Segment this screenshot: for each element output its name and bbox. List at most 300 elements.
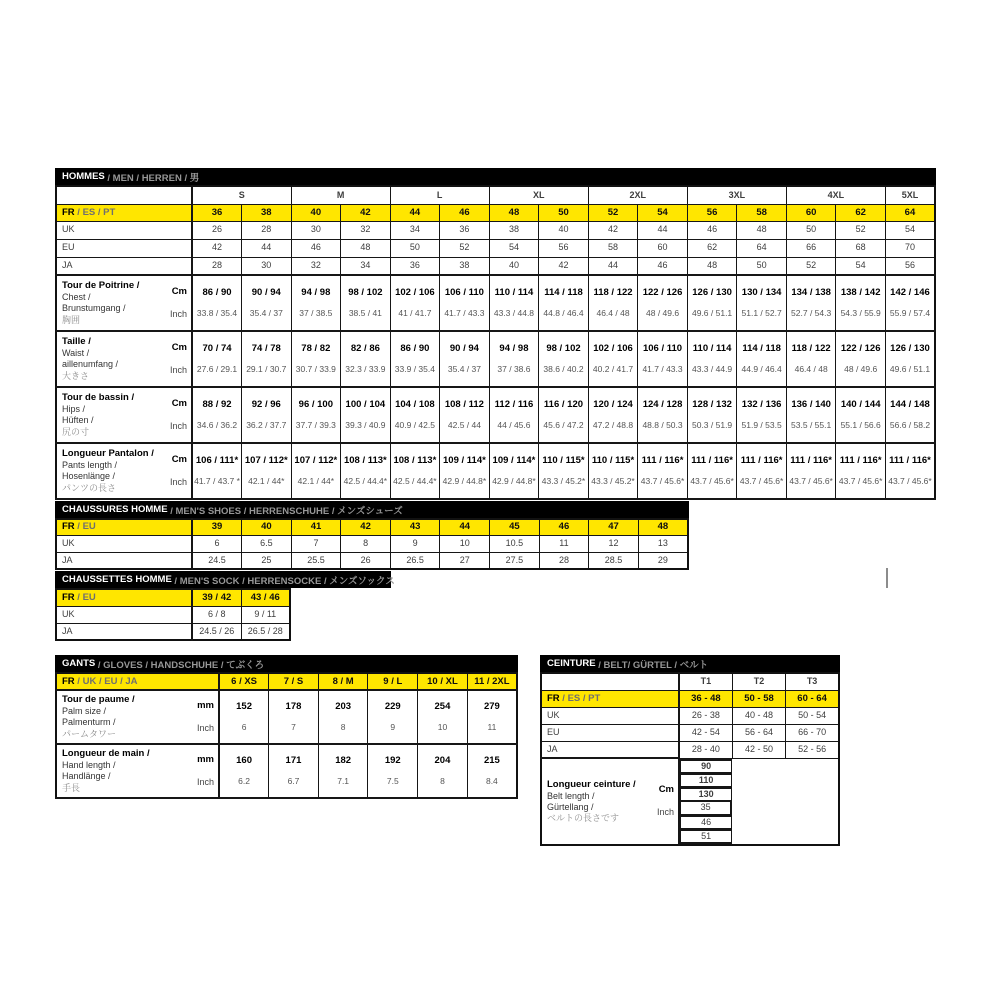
measure-value-bottom: 37 / 38.5: [299, 308, 333, 319]
measure-label-line: Hips /: [62, 404, 86, 415]
fr-size-cell: 44: [440, 519, 490, 535]
measure-value-top: 108 / 113*: [393, 455, 437, 467]
size-value-cell: 62: [687, 239, 737, 257]
measure-value-top: 114 / 118: [544, 287, 583, 299]
fr-size-cell: 8 / M: [318, 673, 368, 690]
measure-value-cell: [192, 387, 242, 443]
fr-size-row: [56, 589, 290, 606]
measure-label-line: Palmenturm /: [62, 717, 116, 728]
shoes-title: CHAUSSURES HOMME: [62, 504, 168, 515]
measure-value-top: 70 / 74: [202, 343, 232, 355]
measure-value-top: 229: [384, 701, 401, 713]
measure-value-cell: [638, 387, 688, 443]
measure-value-cell: [836, 331, 886, 387]
fr-label-rest: / EU: [74, 521, 96, 533]
measure-value-top: 110 / 115*: [542, 455, 585, 467]
measure-value-cell: [737, 387, 787, 443]
measure-value-cell: [192, 443, 242, 499]
measure-value-top: 100 / 104: [345, 399, 386, 411]
measure-value-cell: [219, 690, 269, 744]
measure-value-top: 128 / 132: [692, 399, 732, 411]
measure-value-cell: [489, 387, 539, 443]
measure-value-bottom: 47.2 / 48.8: [592, 420, 634, 431]
standard-size-row: [541, 724, 839, 741]
measure-value-cell: [737, 443, 787, 499]
measure-value-cell: [418, 690, 468, 744]
measure-label-line: aillenumfang /: [62, 359, 119, 370]
size-group-header: 5XL: [885, 186, 935, 204]
fr-size-cell: 7 / S: [269, 673, 319, 690]
measure-value-bottom: 42.9 / 44.8*: [442, 476, 487, 487]
gloves-table-body: [55, 672, 518, 799]
measure-value-cell: [291, 443, 341, 499]
size-value-cell: 54: [836, 257, 886, 275]
size-value-cell: 48: [687, 257, 737, 275]
measure-value-bottom: 43.7 / 45.6*: [838, 476, 883, 487]
size-value-cell: 28: [242, 221, 292, 239]
measure-value-bottom: 42.5 / 44.4*: [343, 476, 388, 487]
measure-label-cell: [541, 758, 679, 845]
measure-value-cell: [440, 387, 490, 443]
measure-value-top: 171: [285, 755, 302, 767]
measure-value-bottom: 29.1 / 30.7: [246, 364, 287, 375]
hommes-title-bar: [55, 168, 936, 185]
size-value-cell: 52: [786, 257, 836, 275]
size-value-cell: 46: [687, 221, 737, 239]
size-value-cell: 6: [192, 535, 242, 552]
measure-value-cell: [786, 331, 836, 387]
measure-value-top: 111 / 116*: [691, 455, 733, 467]
row-label-cell: JA: [56, 623, 192, 640]
unit-label-top: Cm: [171, 453, 187, 465]
measure-value-top: 142 / 146: [890, 287, 930, 299]
measure-label-line: 手長: [62, 782, 81, 793]
socks-title-bar: [55, 571, 395, 588]
size-value-cell: 6.5: [242, 535, 292, 552]
fr-label-rest: / ES / PT: [559, 692, 601, 704]
measure-value-top: 126 / 130: [692, 287, 732, 299]
fr-label-strong: FR: [62, 591, 75, 603]
measure-row-top: [541, 758, 839, 801]
size-value-cell: 26: [192, 221, 242, 239]
measure-value-cell: [390, 331, 440, 387]
size-value-cell: 10.5: [490, 535, 540, 552]
measure-row: [56, 690, 517, 744]
measure-value-top: 215: [483, 755, 500, 767]
standard-size-row: [541, 707, 839, 724]
measure-value-bottom: 41.7 / 43.3: [444, 308, 485, 319]
measure-label-lines: [62, 748, 150, 794]
measure-value-bottom: 8: [440, 776, 445, 787]
measure-value-bottom: 43.3 / 44.9: [691, 364, 733, 375]
measure-label-cell: [56, 443, 192, 499]
measure-value-top: 254: [434, 701, 451, 713]
measure-value-cell: 130: [680, 787, 732, 801]
measure-value-bottom: 43.3 / 45.2*: [541, 476, 586, 487]
fr-size-row: [56, 519, 688, 535]
standard-size-row: [56, 552, 688, 569]
measure-value-top: 122 / 126: [840, 343, 881, 355]
measure-value-bottom: 11: [487, 722, 497, 733]
belt-table: [540, 672, 840, 846]
measure-value-cell: [368, 744, 418, 798]
unit-label-top: mm: [197, 753, 214, 765]
measure-value-bottom: 56.6 / 58.2: [889, 420, 931, 431]
measure-value-cell: 110: [680, 773, 732, 787]
measure-value-top: 111 / 116*: [889, 455, 931, 467]
size-value-cell: 11: [539, 535, 589, 552]
measure-label-line: Tour de Poitrine /: [62, 280, 140, 292]
size-value-cell: 48: [737, 221, 787, 239]
size-value-cell: 42: [588, 221, 638, 239]
scan-artifact-line: [886, 568, 888, 588]
hommes-table-body: [55, 185, 936, 500]
measure-value-bottom: 43.7 / 45.6*: [789, 476, 833, 487]
measure-value-top: 110 / 114: [692, 343, 732, 355]
measure-value-cell: 51: [680, 830, 732, 844]
measure-label: [57, 691, 218, 743]
measure-value-bottom: 53.5 / 55.1: [791, 420, 832, 431]
measure-value-top: 130 / 134: [741, 287, 782, 299]
fr-size-cell: 52: [588, 204, 638, 221]
measure-units: [197, 694, 214, 740]
measure-value-top: 86 / 90: [202, 287, 232, 299]
fr-size-cell: 9 / L: [368, 673, 418, 690]
measure-value-bottom: 45.6 / 47.2: [543, 420, 584, 431]
measure-units: [657, 779, 674, 825]
fr-label-strong: FR: [62, 675, 75, 687]
unit-label-bottom: Inch: [196, 722, 214, 733]
measure-value-bottom: 44 / 45.6: [497, 420, 531, 431]
measure-value-cell: [588, 387, 638, 443]
fr-size-cell: 6 / XS: [219, 673, 269, 690]
measure-value-bottom: 43.3 / 45.2*: [591, 476, 635, 487]
measure-label-cell: [56, 331, 192, 387]
measure-label-lines: [547, 779, 636, 825]
measure-value-top: 90 / 94: [251, 287, 281, 299]
size-value-cell: 32: [341, 221, 391, 239]
measure-value-cell: [786, 443, 836, 499]
measure-units: [170, 448, 187, 494]
measure-value-bottom: 33.8 / 35.4: [196, 308, 238, 319]
fr-size-cell: 58: [737, 204, 787, 221]
fr-size-row: [56, 204, 935, 221]
measure-value-top: 78 / 82: [301, 343, 331, 355]
fr-size-cell: 40: [242, 519, 292, 535]
measure-value-top: 204: [434, 755, 451, 767]
measure-value-cell: [836, 387, 886, 443]
measure-value-cell: [242, 331, 292, 387]
measure-value-top: 122 / 126: [642, 287, 683, 299]
measure-value-bottom: 8.4: [485, 776, 498, 787]
unit-label-bottom: Inch: [169, 364, 187, 375]
size-value-cell: 6 / 8: [192, 606, 241, 623]
row-label-cell: JA: [541, 741, 679, 758]
measure-value-top: 74 / 78: [251, 343, 281, 355]
size-value-cell: 60: [638, 239, 688, 257]
measure-value-cell: [885, 331, 935, 387]
size-value-cell: 66 - 70: [786, 724, 839, 741]
size-value-cell: 34: [341, 257, 391, 275]
fr-size-cell: 47: [589, 519, 639, 535]
measure-value-bottom: 10: [437, 722, 448, 733]
size-value-cell: 29: [638, 552, 688, 569]
measure-value-top: 109 / 114*: [492, 455, 536, 467]
measure-value-bottom: 43.7 / 45.6*: [640, 476, 685, 487]
measure-value-cell: [885, 443, 935, 499]
measure-value-top: 110 / 114: [494, 287, 534, 299]
measure-value-top: 111 / 116*: [839, 455, 882, 467]
unit-label-top: Cm: [171, 285, 187, 297]
measure-value-bottom: 43.3 / 44.8: [493, 308, 535, 319]
standard-size-row: [541, 741, 839, 758]
measure-value-top: 152: [236, 701, 252, 713]
size-value-cell: 56 - 64: [732, 724, 785, 741]
measure-value-bottom: 50.3 / 51.9: [691, 420, 733, 431]
measure-value-top: 108 / 112: [444, 399, 484, 411]
measure-value-cell: [242, 387, 292, 443]
unit-label-bottom: Inch: [656, 807, 674, 818]
shoes-title-suffix: / MEN'S SHOES / HERRENSCHUHE / メンズシューズ: [167, 505, 403, 517]
measure-label: [57, 333, 191, 385]
measure-value-cell: [192, 275, 242, 331]
corner-empty-cell: [56, 186, 192, 204]
measure-value-bottom: 51.1 / 52.7: [741, 308, 782, 319]
belt-title-bar: [540, 655, 840, 672]
measure-label: [542, 776, 678, 828]
fr-size-cell: 42: [341, 519, 391, 535]
size-value-cell: 66: [786, 239, 836, 257]
measure-value-cell: [291, 275, 341, 331]
measure-row: [56, 275, 935, 331]
size-value-cell: 30: [291, 221, 341, 239]
fr-size-cell: 45: [490, 519, 540, 535]
fr-size-cell: 43 / 46: [241, 589, 290, 606]
measure-value-bottom: 37 / 38.6: [497, 364, 531, 375]
measure-value-top: 82 / 86: [350, 343, 380, 355]
measure-units: [170, 280, 187, 326]
hommes-title-suffix: / MEN / HERREN / 男: [104, 172, 200, 184]
measure-value-cell: [418, 744, 468, 798]
measure-value-cell: [737, 275, 787, 331]
measure-value-top: 111 / 116*: [790, 455, 833, 467]
measure-value-cell: [242, 275, 292, 331]
size-value-cell: 50: [737, 257, 787, 275]
measure-value-cell: [588, 331, 638, 387]
size-value-cell: 50: [390, 239, 440, 257]
fr-row-label-cell: [56, 204, 192, 221]
measure-value-cell: [737, 331, 787, 387]
measure-value-bottom: 42.9 / 44.8*: [492, 476, 536, 487]
size-value-cell: 56: [539, 239, 589, 257]
mens-socks-size-table: [55, 571, 395, 641]
measure-value-cell: [467, 744, 517, 798]
gloves-title: GANTS: [62, 658, 96, 669]
column-header-cell: T3: [786, 673, 839, 690]
measure-value-cell: [341, 275, 391, 331]
measure-label-lines: [62, 694, 135, 740]
measure-label-line: Brunstumgang /: [62, 303, 126, 314]
measure-value-bottom: 38.6 / 40.2: [543, 364, 584, 375]
size-value-cell: 52: [440, 239, 490, 257]
measure-value-top: 108 / 113*: [343, 455, 387, 467]
measure-label-line: 胸囲: [62, 314, 81, 325]
measure-value-cell: [687, 387, 737, 443]
gloves-title-bar: [55, 655, 518, 672]
measure-label-cell: [56, 387, 192, 443]
measure-value-top: 109 / 114*: [443, 455, 486, 467]
measure-value-top: 98 / 102: [546, 343, 581, 355]
measure-value-top: 126 / 130: [890, 343, 930, 355]
fr-size-cell: 60 - 64: [786, 690, 839, 707]
measure-value-bottom: 42.1 / 44*: [297, 476, 335, 487]
size-value-cell: 42: [539, 257, 589, 275]
measure-value-cell: [638, 275, 688, 331]
measure-value-bottom: 48 / 49.6: [844, 364, 878, 375]
measure-label-line: Hosenlänge /: [62, 471, 116, 482]
measure-value-cell: [318, 690, 368, 744]
measure-label: [57, 745, 218, 797]
socks-table: [55, 588, 291, 641]
standard-size-row: [56, 257, 935, 275]
measure-label-line: Belt length /: [547, 790, 595, 801]
measure-value-cell: [539, 443, 589, 499]
measure-value-bottom: 52.7 / 54.3: [791, 308, 832, 319]
fr-row-label-cell: [56, 589, 192, 606]
measure-value-cell: [440, 331, 490, 387]
measure-value-bottom: 9: [390, 722, 396, 733]
measure-value-cell: [489, 331, 539, 387]
measure-value-bottom: 6.2: [238, 776, 250, 787]
measure-label-line: Longueur Pantalon /: [62, 448, 154, 460]
measure-value-top: 110 / 115*: [591, 455, 635, 467]
measure-value-cell: [390, 275, 440, 331]
fr-size-cell: 36 - 48: [679, 690, 732, 707]
size-value-cell: 50 - 54: [786, 707, 839, 724]
fr-row-label-cell: [56, 673, 219, 690]
measure-value-bottom: 6: [241, 722, 247, 733]
size-value-cell: 46: [638, 257, 688, 275]
fr-label-strong: FR: [62, 521, 75, 533]
measure-value-cell: [836, 443, 886, 499]
fr-size-cell: 36: [192, 204, 242, 221]
belt-size-table: [540, 655, 840, 846]
shoes-title-bar: [55, 501, 689, 518]
size-group-header: L: [390, 186, 489, 204]
measure-value-cell: [638, 443, 688, 499]
size-value-cell: 54: [885, 221, 935, 239]
size-value-cell: 40 - 48: [732, 707, 785, 724]
size-group-header: 2XL: [588, 186, 687, 204]
measure-label-lines: [62, 336, 118, 382]
fr-size-cell: 50 - 58: [732, 690, 785, 707]
measure-value-cell: [368, 690, 418, 744]
measure-value-top: 94 / 98: [301, 287, 331, 299]
mens-shoes-size-table: [55, 501, 689, 570]
measure-value-cell: [390, 443, 440, 499]
size-value-cell: 58: [588, 239, 638, 257]
measure-label-line: Gürtellang /: [547, 801, 594, 812]
socks-title-suffix: / MEN'S SOCK / HERRENSOCKE / メンズソックス: [171, 575, 395, 587]
size-value-cell: 42 - 54: [679, 724, 732, 741]
fr-size-cell: 48: [638, 519, 688, 535]
belt-title: CEINTURE: [547, 658, 596, 669]
measure-value-bottom: 40.9 / 42.5: [394, 420, 435, 431]
fr-size-row: [56, 673, 517, 690]
measure-label-cell: [56, 275, 192, 331]
size-value-cell: 34: [390, 221, 440, 239]
size-value-cell: 36: [440, 221, 490, 239]
size-value-cell: 56: [885, 257, 935, 275]
measure-value-bottom: 43.7 / 45.6*: [888, 476, 932, 487]
fr-size-cell: 42: [341, 204, 391, 221]
size-value-cell: 44: [588, 257, 638, 275]
measure-units: [197, 748, 214, 794]
fr-size-cell: 54: [638, 204, 688, 221]
measure-value-bottom: 44.9 / 46.4: [741, 364, 782, 375]
measure-value-top: 279: [483, 701, 500, 713]
size-value-cell: 70: [885, 239, 935, 257]
measure-value-top: 116 / 120: [543, 399, 584, 411]
size-value-cell: 40: [489, 257, 539, 275]
measure-value-top: 107 / 112*: [294, 455, 338, 467]
row-label-cell: EU: [541, 724, 679, 741]
measure-label-line: Chest /: [62, 292, 91, 303]
measure-value-cell: [291, 331, 341, 387]
shoes-table: [55, 518, 689, 570]
size-group-header: XL: [489, 186, 588, 204]
size-value-cell: 28: [192, 257, 242, 275]
measure-label-line: 尻の寸: [62, 426, 90, 437]
measure-value-bottom: 32.3 / 33.9: [345, 364, 386, 375]
size-value-cell: 24.5 / 26: [192, 623, 241, 640]
fr-label-rest: / EU: [74, 591, 96, 603]
measure-value-bottom: 48.8 / 50.3: [642, 420, 683, 431]
standard-size-row: [56, 239, 935, 257]
measure-value-cell: [291, 387, 341, 443]
measure-label-line: パームタワー: [62, 728, 117, 739]
measure-label-line: Hüften /: [62, 415, 94, 426]
row-label-cell: UK: [56, 221, 192, 239]
measure-value-top: 118 / 122: [791, 343, 831, 355]
measure-value-top: 106 / 110: [444, 287, 484, 299]
measure-value-cell: [687, 443, 737, 499]
unit-label-top: Cm: [171, 397, 187, 409]
measure-value-bottom: 46.4 / 48: [794, 364, 828, 375]
standard-size-row: [56, 606, 290, 623]
measure-value-cell: [885, 275, 935, 331]
measure-value-bottom: 35.4 / 37: [249, 308, 283, 319]
fr-size-cell: 44: [390, 204, 440, 221]
row-label-cell: UK: [56, 535, 192, 552]
measure-value-cell: [390, 387, 440, 443]
size-group-header: M: [291, 186, 390, 204]
fr-size-cell: 40: [291, 204, 341, 221]
unit-label-bottom: Inch: [196, 776, 214, 787]
measure-value-bottom: 43.7 / 45.6*: [739, 476, 784, 487]
measure-units: [170, 392, 187, 438]
measure-value-bottom: 8: [340, 722, 346, 733]
size-value-cell: 28 - 40: [679, 741, 732, 758]
gloves-table: [55, 672, 518, 799]
measure-value-bottom: 42.5 / 44: [447, 420, 481, 431]
size-value-cell: 36: [390, 257, 440, 275]
size-value-cell: 25.5: [291, 552, 341, 569]
measure-value-top: 86 / 90: [400, 343, 430, 355]
belt-table-body: [540, 672, 840, 846]
shoes-table-body: [55, 518, 689, 570]
fr-size-cell: 50: [539, 204, 589, 221]
